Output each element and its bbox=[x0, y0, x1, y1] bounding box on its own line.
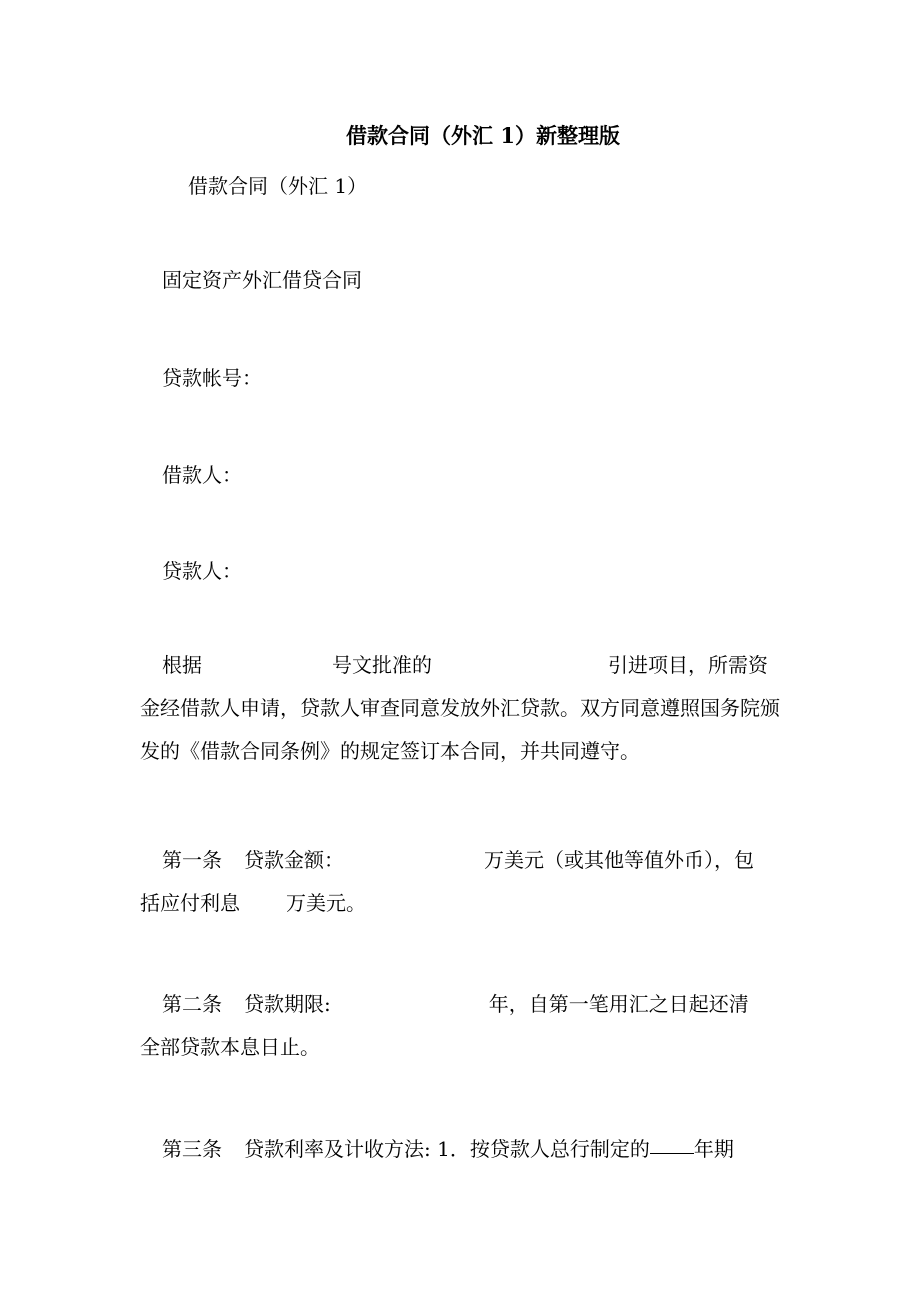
article-3-label: 第三条 bbox=[162, 1137, 222, 1161]
fill-in-blank bbox=[650, 1153, 694, 1154]
borrower-field: 借款人： bbox=[162, 463, 242, 487]
contract-name: 固定资产外汇借贷合同 bbox=[162, 268, 362, 292]
article-2-part3: 全部贷款本息日止。 bbox=[140, 1035, 320, 1059]
document-title: 借款合同（外汇 1）新整理版 bbox=[346, 123, 620, 148]
article-2-part1: 贷款期限: bbox=[244, 992, 331, 1016]
article-1-part1: 贷款金额： bbox=[244, 848, 344, 872]
article-3-part1: 贷款利率及计收方法: 1．按贷款人总行制定的 bbox=[244, 1137, 650, 1161]
article-2-part2: 年，自第一笔用汇之日起还清 bbox=[488, 992, 749, 1016]
preamble-part1: 根据 bbox=[162, 653, 202, 677]
article-1-part2: 万美元（或其他等值外币），包 bbox=[484, 848, 754, 872]
loan-account-field: 贷款帐号： bbox=[162, 366, 262, 390]
preamble-paragraph bbox=[140, 644, 780, 773]
article-1-paragraph bbox=[140, 839, 780, 925]
preamble-part3: 引进项目，所需资 bbox=[608, 653, 768, 677]
article-1-part3: 括应付利息 bbox=[140, 891, 240, 915]
lender-field: 贷款人： bbox=[162, 559, 242, 583]
article-3-paragraph bbox=[140, 1128, 780, 1171]
article-2-label: 第二条 bbox=[162, 992, 222, 1016]
article-3-part2: 年期 bbox=[693, 1137, 734, 1161]
article-1-label: 第一条 bbox=[162, 848, 222, 872]
preamble-part2: 号文批准的 bbox=[332, 653, 432, 677]
article-1-part4: 万美元。 bbox=[286, 891, 366, 915]
preamble-rest: 金经借款人申请，贷款人审查同意发放外汇贷款。双方同意遵照国务院颁发的《借款合同条例》的规定签订本合同，并共同遵守。 bbox=[140, 696, 780, 763]
document-subtitle: 借款合同（外汇 1） bbox=[188, 174, 368, 198]
article-2-paragraph bbox=[140, 983, 780, 1069]
